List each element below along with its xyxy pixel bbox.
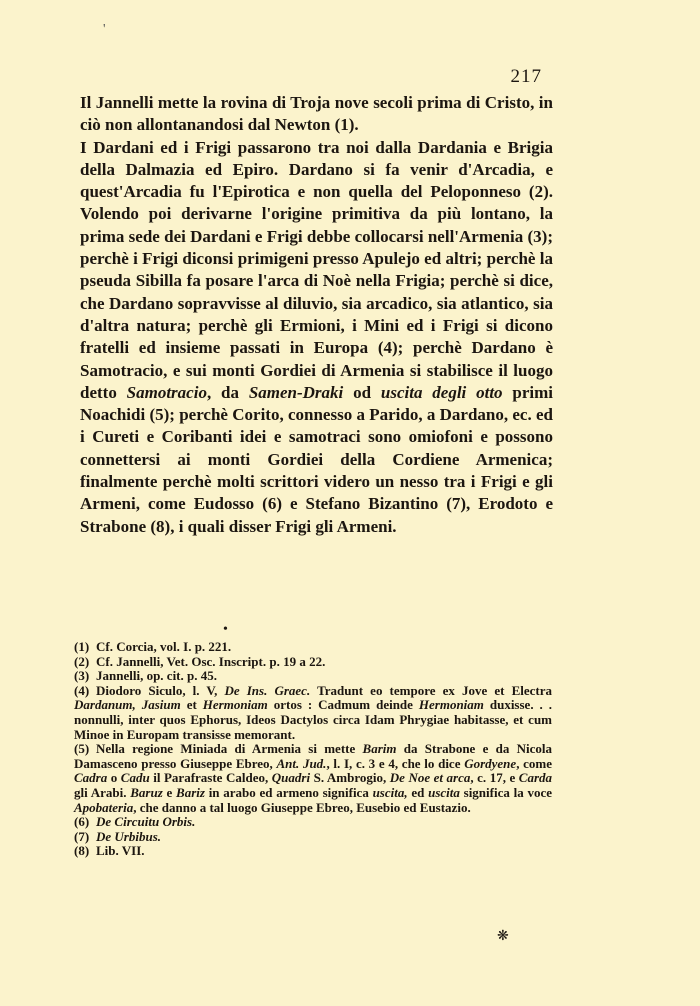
text-run: significa la voce [459, 784, 552, 800]
footnotes [74, 640, 552, 859]
text-run: da Strabone e da Nicola Damasceno presso Giuseppe Ebreo, [74, 741, 552, 771]
text-run: primi Noachidi (5); perchè Corito, connesso a Parido, a Dardano, ec. ed i Cureti e Coribanti idei e samotraci sono omiofoni e possono connettersi ai monti Gordiei della Cordiene Armenica; finalmente perchè molti scrittori videro un nesso tra i Frigi e gli Armeni, come Eudosso (6) e Stefano Bizantino (7), Erodoto e Strabone (8), i quali disser Frigi gli Armeni. [80, 382, 553, 536]
footnote [74, 844, 552, 859]
italic-text-run: Cadu [120, 770, 150, 786]
footnote-number: (5) [74, 741, 90, 757]
footnote [74, 669, 552, 684]
footnote [74, 742, 552, 815]
footnote-number: (2) [74, 653, 90, 669]
italic-text-run: Barim [362, 741, 397, 757]
italic-text-run: Cadra [74, 770, 108, 786]
footnote [74, 830, 552, 845]
italic-text-run: Hermoniam [418, 697, 484, 713]
text-run: il Parafraste Caldeo, [149, 770, 272, 786]
italic-text-run: uscita degli otto [380, 382, 503, 402]
footnote-number: (4) [74, 682, 90, 698]
italic-text-run: De Urbibus. [96, 828, 162, 844]
italic-text-run: uscita [428, 784, 460, 800]
paragraph [80, 92, 553, 137]
text-run: Jannelli, op. cit. p. 45. [96, 668, 217, 684]
text-run: ortos : Cadmum deinde [267, 697, 419, 713]
footnote [74, 655, 552, 670]
text-run: in arabo ed armeno significa [204, 784, 373, 800]
text-run: duxisse. . . nonnulli, inter quos Ephorus, Ideos Dactylos circa Idam Phrygiae habitasse, et cum Minoe in Europam transisse memorant. [74, 697, 552, 742]
main-text [80, 92, 553, 538]
text-run: , c. 17, e [470, 770, 519, 786]
page-number: 217 [510, 66, 542, 87]
text-run: gli Arabi. [74, 784, 131, 800]
text-run: od [343, 382, 381, 402]
text-run: , l. I, c. 3 e 4, che lo dice [326, 755, 465, 771]
top-edge-mark: ' [103, 22, 106, 37]
italic-text-run: uscita, [372, 784, 408, 800]
footnote [74, 815, 552, 830]
italic-text-run: Samotracio [126, 382, 207, 402]
footnote [74, 684, 552, 742]
footnote [74, 640, 552, 655]
footnote-number: (6) [74, 814, 90, 830]
italic-text-run: De Circuitu Orbis. [96, 814, 196, 830]
italic-text-run: Samen-Draki [248, 382, 344, 402]
text-run: Diodoro Siculo, l. V, [96, 682, 225, 698]
text-run: ed [407, 784, 429, 800]
text-run: Cf. Corcia, vol. I. p. 221. [96, 639, 232, 654]
italic-text-run: De Ins. Graec. [224, 682, 311, 698]
end-ornament-mark: ❋ [497, 929, 509, 944]
text-run: Nella regione Miniada di Armenia si mette [96, 741, 363, 757]
italic-text-run: Hermoniam [202, 697, 268, 713]
text-run: Il Jannelli mette la rovina di Troja nove secoli prima di Cristo, in ciò non allontanandosi dal Newton (1). [80, 93, 553, 135]
footnote-number: (1) [74, 639, 90, 654]
text-run: S. Ambrogio, [310, 770, 390, 786]
footnote-number: (8) [74, 843, 90, 859]
italic-text-run: Baruz [130, 784, 163, 800]
italic-text-run: Gordyene [464, 755, 517, 771]
paragraph [80, 137, 553, 538]
text-run: Cf. Jannelli, Vet. Osc. Inscript. p. 19 a 22. [96, 653, 326, 669]
text-run: et [180, 697, 203, 713]
italic-text-run: Ant. Jud. [276, 755, 327, 771]
italic-text-run: Dardanum, Jasium [74, 697, 181, 713]
footnote-number: (3) [74, 668, 90, 684]
footnote-divider-mark: • [223, 622, 228, 637]
text-run: , come [516, 755, 553, 771]
footnote-number: (7) [74, 828, 90, 844]
italic-text-run: Bariz [176, 784, 205, 800]
text-run: Tradunt eo tempore ex Jove et Electra [310, 682, 552, 698]
italic-text-run: Apobateria [74, 799, 134, 815]
text-run: , da [206, 382, 249, 402]
italic-text-run: Quadri [271, 770, 311, 786]
text-run: I Dardani ed i Frigi passarono tra noi dalla Dardania e Brigia della Dalmazia ed Epiro. Dardano si fa venir d'Arcadia, e quest'Arcadia fu l'Epirotica e non quella del Peloponneso (2). Volendo poi derivarne l'origine primitiva da più lontano, la prima sede dei Dardani e Frigi debbe collocarsi nell'Armenia (3); perchè i Frigi diconsi primigeni presso Apulejo ed altri; perchè la pseuda Sibilla fa posare l'arca di Noè nella Frigia; perchè si dice, che Dardano sopravvisse al diluvio, sia arcadico, sia atlantico, sia d'altra natura; perchè gli Ermioni, i Mini ed i Frigi si dicono fratelli ed insieme passati in Europa (4); perchè Dardano è Samotracio, e sui monti Gordiei di Armenia si stabilisce il luogo detto [80, 137, 553, 402]
text-run: o [107, 770, 121, 786]
text-run: Lib. VII. [96, 843, 145, 859]
text-run: , che danno a tal luogo Giuseppe Ebreo, Eusebio ed Eustazio. [133, 799, 471, 815]
text-run: e [162, 784, 177, 800]
italic-text-run: De Noe et arca [389, 770, 471, 786]
italic-text-run: Carda [518, 770, 553, 786]
